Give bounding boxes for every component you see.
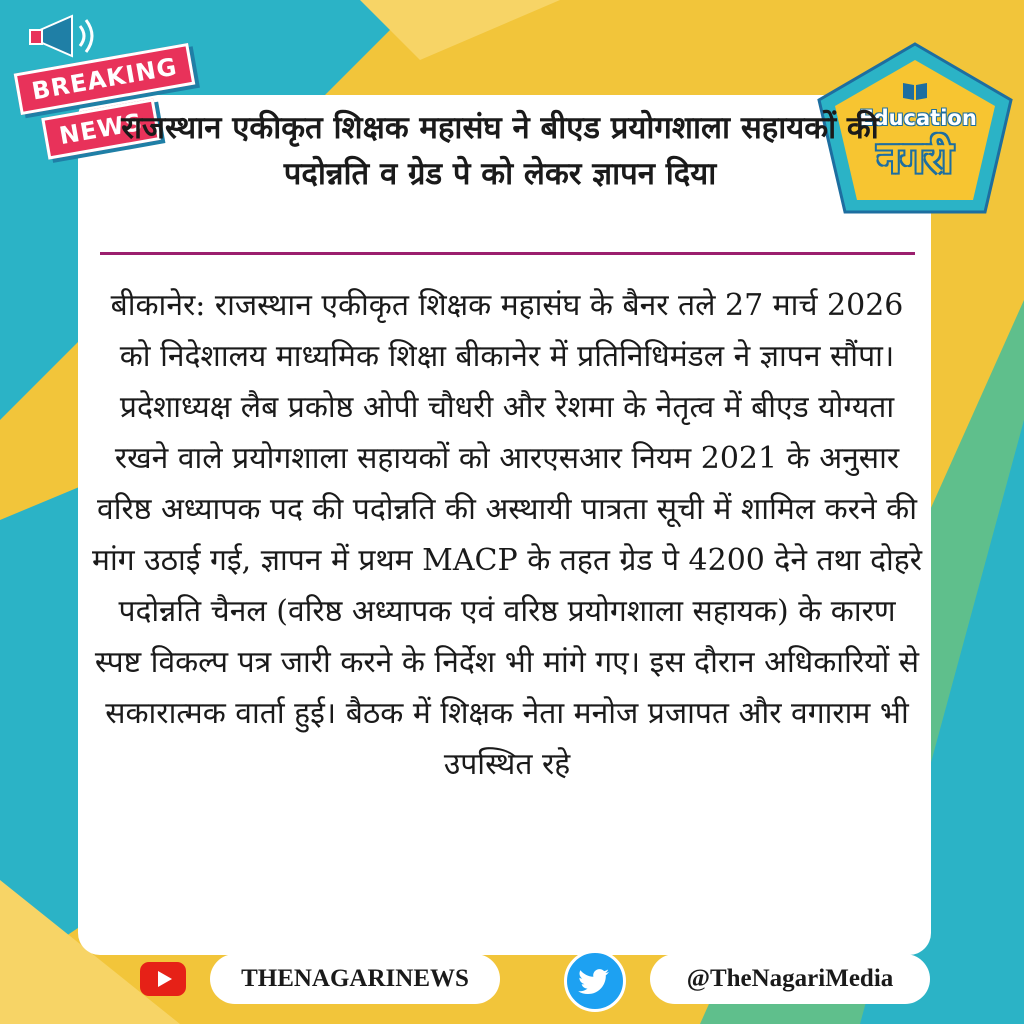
logo-education-text: Education bbox=[859, 106, 977, 130]
news-label: NEWS bbox=[41, 98, 161, 159]
article-body: बीकानेर: राजस्थान एकीकृत शिक्षक महासंघ के बैनर तले 27 मार्च 2026 को निदेशालय माध्यमिक शिक्षा बीकानेर में प्रतिनिधिमंडल ने ज्ञापन सौंपा। प्रदेशाध्यक्ष लैब प्रकोष्ठ ओपी चौधरी और रेशमा के नेतृत्व में बीएड योग्यता रखने वाले प्रयोगशाला सहायकों को आरएसआर नियम 2021 के अनुसार वरिष्ठ अध्यापक पद की पदोन्नति की अस्थायी पात्रता सूची में शामिल करने की मांग उठाई गई, ज्ञापन में प्रथम MACP के तहत ग्रेड पे 4200 देने तथा दोहरे पदोन्नति चैनल (वरिष्ठ अध्यापक एवं वरिष्ठ प्रयोगशाला सहायक) के कारण स्पष्ट विकल्प पत्र जारी करने के निर्देश भी मांगे गए। इस दौरान अधिकारियों से सकारात्मक वार्ता हुई। बैठक में शिक्षक नेता मनोज प्रजापत और वगाराम भी उपस्थित रहे bbox=[92, 288, 923, 782]
divider bbox=[100, 252, 915, 255]
book-icon bbox=[901, 80, 929, 102]
twitter-icon-circle[interactable] bbox=[564, 950, 626, 1012]
youtube-handle[interactable]: THENAGARINEWS bbox=[210, 954, 500, 1004]
logo-nagri-text: नगरी bbox=[877, 133, 953, 182]
twitter-handle[interactable]: @TheNagariMedia bbox=[650, 954, 930, 1004]
headline: राजस्थान एकीकृत शिक्षक महासंघ ने बीएड प्रयोगशाला सहायकों की पदोन्नति व ग्रेड पे को लेकर ज्ञापन दिया bbox=[121, 110, 879, 192]
footer bbox=[0, 950, 1024, 1024]
twitter-icon bbox=[567, 953, 623, 1009]
megaphone-icon bbox=[22, 8, 102, 68]
breaking-label: BREAKING bbox=[14, 43, 196, 115]
youtube-icon[interactable] bbox=[140, 962, 186, 996]
